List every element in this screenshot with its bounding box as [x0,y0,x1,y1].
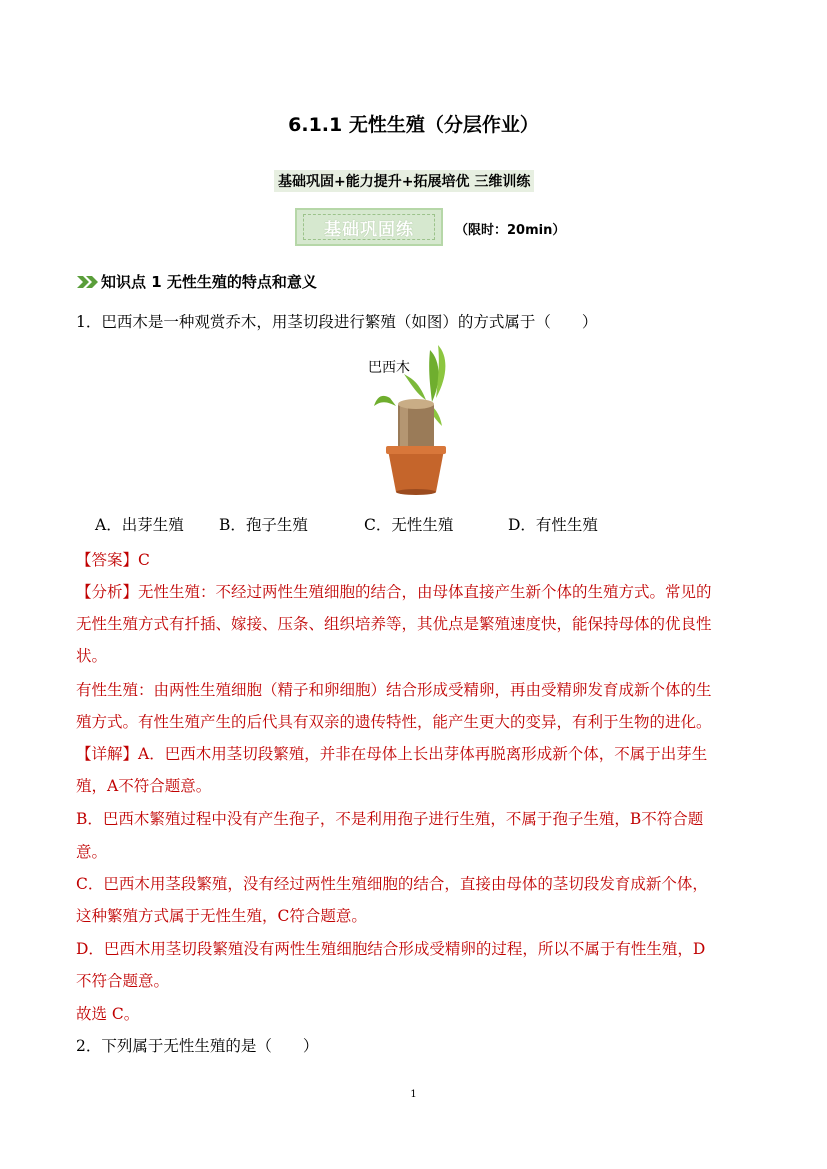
page-title: 6.1.1 无性生殖（分层作业） [288,114,539,136]
option-b: B．孢子生殖 [219,516,308,534]
analysis-line: B．巴西木繁殖过程中没有产生孢子，不是利用孢子进行生殖，不属于孢子生殖，B不符合题 [76,810,704,828]
subtitle: 基础巩固+能力提升+拓展培优 三维训练 [274,170,534,192]
analysis-line: 有性生殖：由两性生殖细胞（精子和卵细胞）结合形成受精卵，再由受精卵发育成新个体的生 [76,681,712,699]
double-chevron-icon [77,274,99,290]
analysis-line: 殖，A不符合题意。 [76,777,212,795]
analysis-line: 【分析】无性生殖：不经过两性生殖细胞的结合，由母体直接产生新个体的生殖方式。常见的 [76,583,712,601]
analysis-line: 这种繁殖方式属于无性生殖，C符合题意。 [76,907,367,925]
answer: 【答案】C [76,551,150,569]
analysis-line: 无性生殖方式有扦插、嫁接、压条、组织培养等，其优点是繁殖速度快，能保持母体的优良性 [76,615,712,633]
time-limit: （限时：20min） [455,223,566,238]
analysis-line: 故选 C。 [76,1005,140,1023]
option-c: C．无性生殖 [364,516,454,534]
knowledge-point-heading [77,271,317,292]
analysis-line: 意。 [76,843,108,861]
section-badge [295,208,443,246]
analysis-line: C．巴西木用茎段繁殖，没有经过两性生殖细胞的结合，直接由母体的茎切段发育成新个体， [76,875,708,893]
analysis-line: 殖方式。有性生殖产生的后代具有双亲的遗传特性，能产生更大的变异，有利于生物的进化。 [76,713,712,731]
analysis-line: 【详解】A．巴西木用茎切段繁殖，并非在母体上长出芽体再脱离形成新个体，不属于出芽生 [76,745,708,763]
option-d: D．有性生殖 [508,516,598,534]
question-2-stem: 2．下列属于无性生殖的是（ ） [76,1037,319,1055]
section-badge-label: 基础巩固练 [303,214,435,240]
option-a: A．出芽生殖 [95,516,184,534]
page-number: 1 [410,1089,417,1100]
question-1-stem: 1．巴西木是一种观赏乔木，用茎切段进行繁殖（如图）的方式属于（ ） [76,313,598,331]
analysis-line: 状。 [76,647,108,665]
analysis-line: 不符合题意。 [76,972,170,990]
analysis-line: D．巴西木用茎切段繁殖没有两性生殖细胞结合形成受精卵的过程，所以不属于有性生殖，D [76,940,706,958]
knowledge-point-text: 知识点 1 无性生殖的特点和意义 [101,273,317,291]
image-label: 巴西木 [368,360,410,376]
